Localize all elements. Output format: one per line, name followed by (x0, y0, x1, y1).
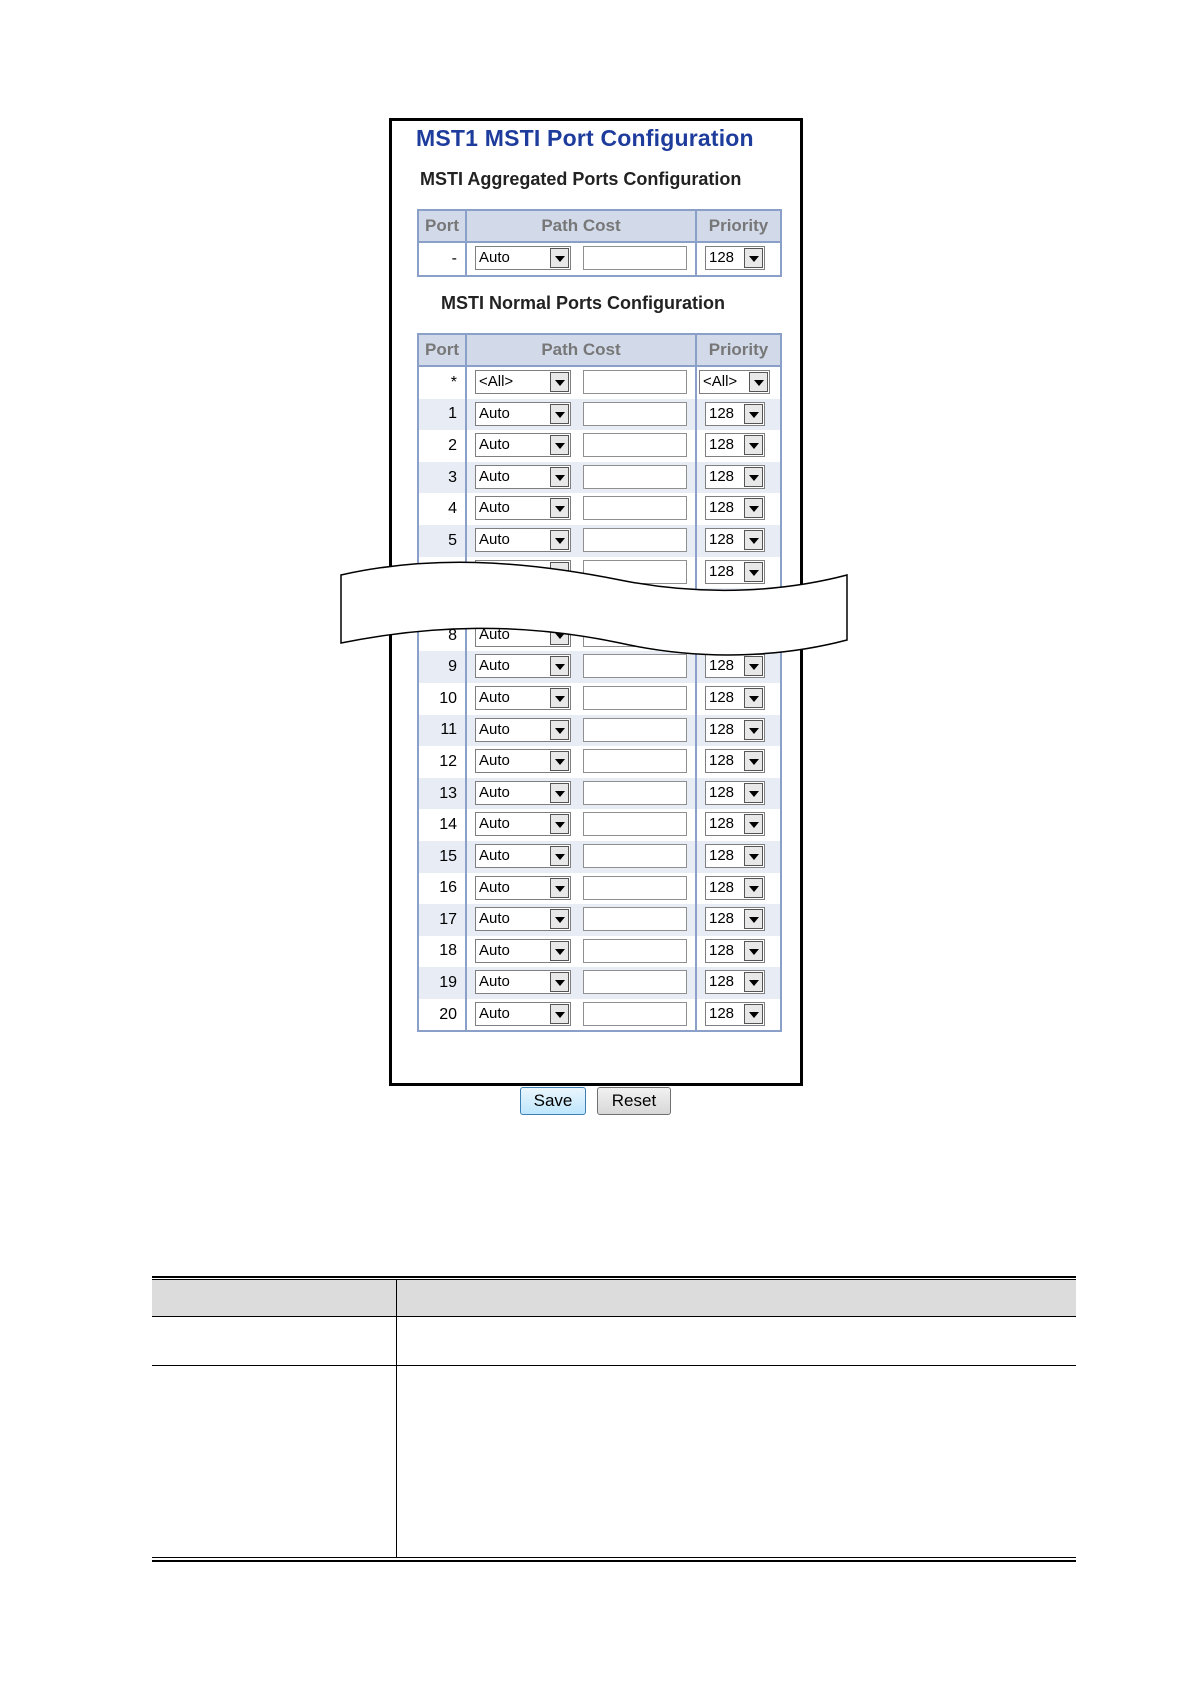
column-header-path-cost: Path Cost (466, 334, 696, 366)
column-header-port: Port (418, 210, 466, 242)
path-cost-select[interactable] (475, 1002, 571, 1026)
priority-select-value: 128 (709, 404, 735, 422)
table-row (418, 746, 781, 778)
chevron-down-icon (744, 720, 763, 740)
path-cost-select-value: Auto (479, 752, 510, 770)
table-row (418, 904, 781, 936)
path-cost-select[interactable] (475, 907, 571, 931)
port-number: 13 (418, 778, 466, 810)
chevron-down-icon (550, 751, 569, 771)
port-number: 14 (418, 809, 466, 841)
priority-select-value: 128 (709, 530, 735, 548)
path-cost-select[interactable] (475, 718, 571, 742)
port-number: 1 (418, 399, 466, 431)
chevron-down-icon (550, 909, 569, 929)
port-number: 4 (418, 493, 466, 525)
priority-select[interactable] (705, 718, 765, 742)
priority-select-value: 128 (709, 688, 735, 706)
table-row (418, 778, 781, 810)
column-header-path-cost: Path Cost (466, 210, 696, 242)
priority-select[interactable] (705, 812, 765, 836)
save-button[interactable]: Save (520, 1087, 586, 1115)
priority-select-value: 128 (709, 783, 735, 801)
path-cost-select-value: Auto (479, 249, 510, 266)
port-number: 3 (418, 462, 466, 494)
path-cost-select[interactable] (475, 876, 571, 900)
priority-select-value: 128 (709, 846, 735, 864)
priority-select-value: 128 (709, 878, 735, 896)
path-cost-input[interactable] (583, 781, 687, 805)
table-row (418, 999, 781, 1032)
path-cost-input[interactable] (583, 749, 687, 773)
priority-select-value: 128 (709, 815, 735, 833)
chevron-down-icon (550, 846, 569, 866)
row-divider (152, 1316, 1076, 1317)
table-row (418, 715, 781, 747)
priority-select[interactable] (705, 939, 765, 963)
path-cost-select-value: Auto (479, 499, 510, 517)
path-cost-select-value: Auto (479, 657, 510, 675)
port-number: 15 (418, 841, 466, 873)
path-cost-select[interactable] (475, 939, 571, 963)
path-cost-select[interactable] (475, 781, 571, 805)
path-cost-select-value: Auto (479, 436, 510, 454)
table-row (418, 873, 781, 905)
port-number: 16 (418, 873, 466, 905)
chevron-down-icon (744, 972, 763, 992)
path-cost-select-value: Auto (479, 878, 510, 896)
port-number: 12 (418, 746, 466, 778)
priority-select-value: 128 (709, 1004, 735, 1022)
chevron-down-icon (744, 814, 763, 834)
priority-select[interactable] (705, 970, 765, 994)
path-cost-select-value: Auto (479, 973, 510, 991)
path-cost-select[interactable] (475, 844, 571, 868)
chevron-down-icon (550, 941, 569, 961)
chevron-down-icon (550, 720, 569, 740)
path-cost-select[interactable] (475, 749, 571, 773)
column-header-priority: Priority (696, 334, 781, 366)
path-cost-input[interactable] (583, 876, 687, 900)
chevron-down-icon (744, 909, 763, 929)
reset-button[interactable]: Reset (597, 1087, 671, 1115)
page-break-band (0, 0, 1191, 700)
priority-select-value: 128 (709, 720, 735, 738)
path-cost-select-value: Auto (479, 688, 510, 706)
priority-select[interactable] (705, 844, 765, 868)
port-number: 2 (418, 430, 466, 462)
chevron-down-icon (550, 878, 569, 898)
priority-select-value: 128 (709, 436, 735, 454)
chevron-down-icon (744, 751, 763, 771)
port-number: 8 (418, 620, 466, 652)
table-row (418, 841, 781, 873)
path-cost-input[interactable] (583, 812, 687, 836)
column-header-port: Port (418, 334, 466, 366)
path-cost-select[interactable] (475, 970, 571, 994)
port-number: 20 (418, 999, 466, 1032)
priority-select-value: 128 (709, 941, 735, 959)
table-bottom-rule (152, 1557, 1076, 1562)
priority-select[interactable] (705, 876, 765, 900)
port-number: 9 (418, 651, 466, 683)
normal-heading: MSTI Normal Ports Configuration (441, 293, 726, 313)
chevron-down-icon (744, 846, 763, 866)
table-row (418, 936, 781, 968)
column-divider (396, 1280, 397, 1558)
table-row (418, 967, 781, 999)
path-cost-input[interactable] (583, 970, 687, 994)
chevron-down-icon (744, 941, 763, 961)
path-cost-select-value: Auto (479, 846, 510, 864)
port-number: 10 (418, 683, 466, 715)
port-number: - (418, 242, 466, 276)
port-number: 11 (418, 715, 466, 747)
priority-select-value: <All> (703, 373, 738, 390)
port-number: 18 (418, 936, 466, 968)
path-cost-input[interactable] (583, 1002, 687, 1026)
path-cost-select[interactable] (475, 812, 571, 836)
row-divider (152, 1365, 1076, 1366)
chevron-down-icon (550, 783, 569, 803)
priority-select-value: 128 (709, 467, 735, 485)
path-cost-select-value: Auto (479, 783, 510, 801)
path-cost-select-value: Auto (479, 1004, 510, 1022)
priority-select-value: 128 (709, 562, 735, 580)
path-cost-select-value: Auto (479, 404, 510, 422)
priority-select[interactable] (705, 907, 765, 931)
path-cost-select-value: Auto (479, 467, 510, 485)
table-header-row (152, 1280, 1076, 1316)
column-header-priority: Priority (696, 210, 781, 242)
path-cost-select-value: Auto (479, 530, 510, 548)
chevron-down-icon (744, 1004, 763, 1024)
chevron-down-icon (744, 878, 763, 898)
priority-select-value: 128 (709, 499, 735, 517)
table-row (418, 809, 781, 841)
path-cost-select-value: Auto (479, 910, 510, 928)
priority-select[interactable] (705, 749, 765, 773)
path-cost-input[interactable] (583, 907, 687, 931)
path-cost-select-value: Auto (479, 720, 510, 738)
path-cost-input[interactable] (583, 939, 687, 963)
priority-select-value: 128 (709, 910, 735, 928)
chevron-down-icon (744, 783, 763, 803)
priority-select-value: 128 (709, 752, 735, 770)
path-cost-select-value: Auto (479, 625, 510, 643)
priority-select-value: 128 (709, 249, 735, 266)
path-cost-select-value: Auto (479, 815, 510, 833)
port-number: 5 (418, 525, 466, 557)
port-number: * (418, 366, 466, 399)
priority-select[interactable] (705, 1002, 765, 1026)
path-cost-input[interactable] (583, 718, 687, 742)
path-cost-select-value: Auto (479, 941, 510, 959)
aggregated-heading: MSTI Aggregated Ports Configuration (420, 169, 742, 189)
path-cost-input[interactable] (583, 844, 687, 868)
port-number: 17 (418, 904, 466, 936)
port-number: 19 (418, 967, 466, 999)
path-cost-select-value: <All> (479, 373, 514, 390)
priority-select-value: 128 (709, 973, 735, 991)
page-title: MST1 MSTI Port Configuration (416, 125, 754, 151)
priority-select-value: 128 (709, 657, 735, 675)
chevron-down-icon (550, 814, 569, 834)
priority-select[interactable] (705, 781, 765, 805)
chevron-down-icon (550, 972, 569, 992)
chevron-down-icon (550, 1004, 569, 1024)
